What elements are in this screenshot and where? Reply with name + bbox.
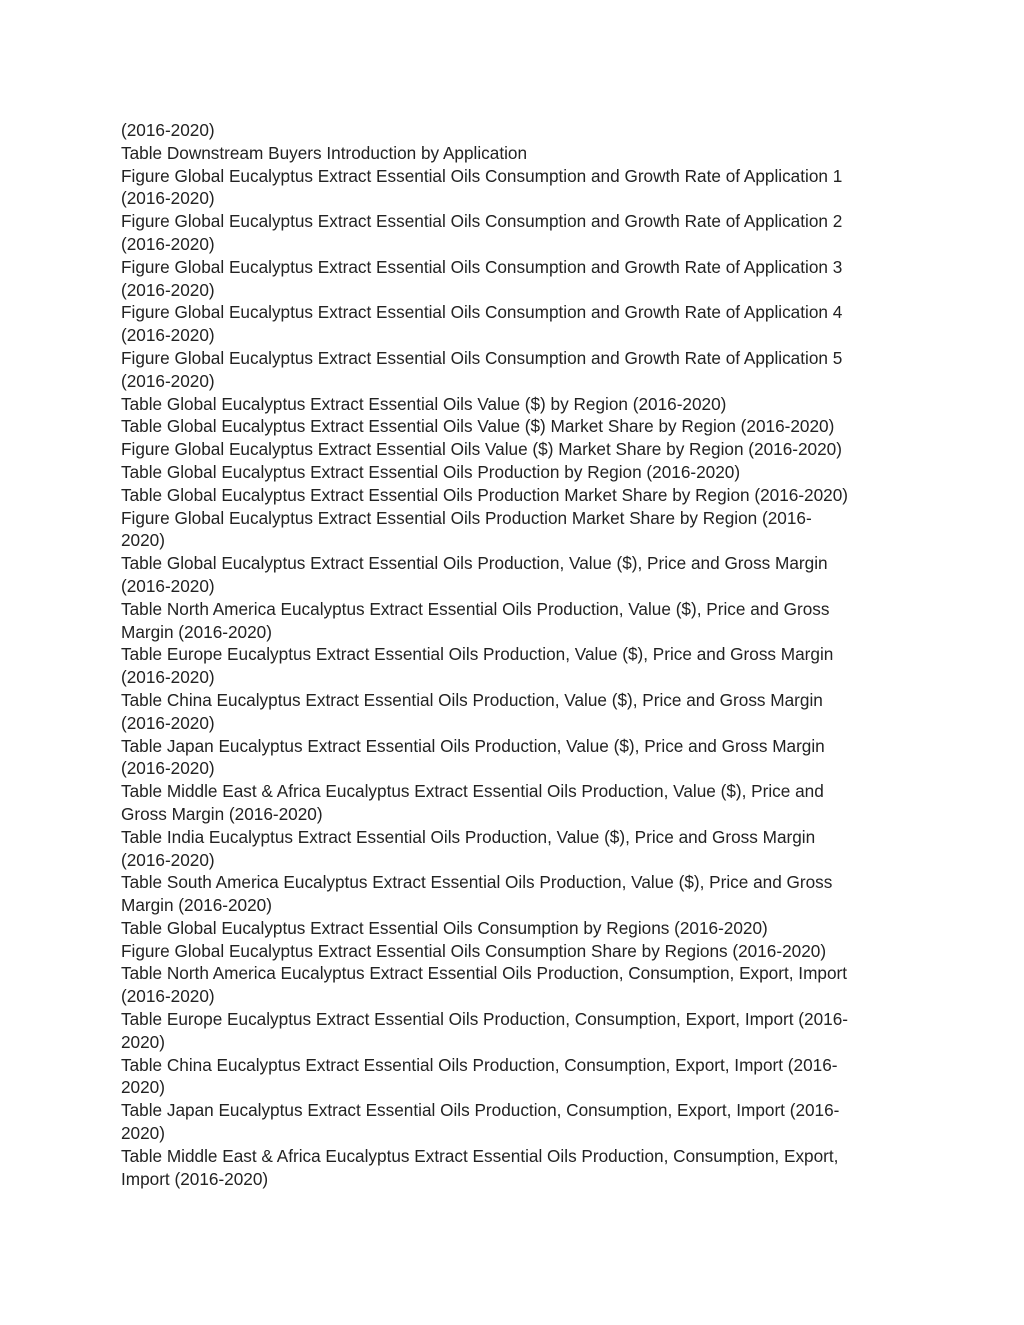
text-block: [121, 119, 911, 1190]
text-line: Table Japan Eucalyptus Extract Essential Oils Production, Consumption, Export, Import (2016-: [121, 1100, 840, 1121]
text-line: (2016-2020): [121, 370, 215, 391]
text-line: (2016-2020): [121, 120, 215, 140]
text-line: 2020): [121, 1077, 165, 1098]
text-line: Table North America Eucalyptus Extract Essential Oils Production, Consumption, Export, Import: [121, 963, 848, 984]
text-line: Table Middle East & Africa Eucalyptus Extract Essential Oils Production, Value ($), Price and: [121, 781, 824, 802]
text-line: Table Japan Eucalyptus Extract Essential Oils Production, Value ($), Price and Gross Margin: [121, 735, 825, 756]
text-line: Table Global Eucalyptus Extract Essential Oils Production, Value ($), Price and Gross Margin: [121, 553, 828, 574]
text-line: Table India Eucalyptus Extract Essential Oils Production, Value ($), Price and Gross Margin: [121, 826, 816, 847]
text-line: Figure Global Eucalyptus Extract Essential Oils Value ($) Market Share by Region (2016-2020): [121, 439, 842, 460]
text-line: Figure Global Eucalyptus Extract Essential Oils Consumption and Growth Rate of Application 1: [121, 165, 843, 186]
text-line: Table Global Eucalyptus Extract Essential Oils Consumption by Regions (2016-2020): [121, 917, 768, 938]
text-line: (2016-2020): [121, 188, 215, 209]
text-line: (2016-2020): [121, 849, 215, 870]
text-line: Table China Eucalyptus Extract Essential Oils Production, Value ($), Price and Gross Margin: [121, 689, 823, 710]
text-line: (2016-2020): [121, 986, 215, 1007]
text-line: (2016-2020): [121, 325, 215, 346]
text-line: Table Europe Eucalyptus Extract Essential Oils Production, Consumption, Export, Import (2016-: [121, 1009, 848, 1030]
text-line: 2020): [121, 1031, 165, 1052]
text-line: Figure Global Eucalyptus Extract Essential Oils Consumption Share by Regions (2016-2020): [121, 940, 827, 961]
text-line: Figure Global Eucalyptus Extract Essential Oils Consumption and Growth Rate of Application 2: [121, 211, 843, 232]
text-line: 2020): [121, 1123, 165, 1144]
text-line: Figure Global Eucalyptus Extract Essential Oils Production Market Share by Region (2016-: [121, 507, 812, 528]
text-line: Import (2016-2020): [121, 1168, 269, 1189]
text-line: (2016-2020): [121, 575, 215, 596]
text-line: (2016-2020): [121, 712, 215, 733]
text-line: 2020): [121, 530, 165, 551]
text-line: (2016-2020): [121, 758, 215, 779]
text-line: Margin (2016-2020): [121, 895, 272, 916]
text-line: Table Global Eucalyptus Extract Essential Oils Value ($) by Region (2016-2020): [121, 393, 727, 414]
text-line: Gross Margin (2016-2020): [121, 803, 323, 824]
text-line: (2016-2020): [121, 279, 215, 300]
text-line: Table North America Eucalyptus Extract Essential Oils Production, Value ($), Price and Gross: [121, 598, 830, 619]
text-line: Table Europe Eucalyptus Extract Essential Oils Production, Value ($), Price and Gross Margin: [121, 644, 834, 665]
text-line: Figure Global Eucalyptus Extract Essential Oils Consumption and Growth Rate of Application 5: [121, 347, 843, 368]
text-line: (2016-2020): [121, 667, 215, 688]
text-line: Margin (2016-2020): [121, 621, 272, 642]
text-line: Table Downstream Buyers Introduction by Application: [121, 142, 528, 163]
text-line: Table Global Eucalyptus Extract Essential Oils Value ($) Market Share by Region (2016-2020): [121, 416, 835, 437]
text-line: Table Global Eucalyptus Extract Essential Oils Production by Region (2016-2020): [121, 461, 741, 482]
text-line: Table China Eucalyptus Extract Essential Oils Production, Consumption, Export, Import (2016-: [121, 1054, 838, 1075]
text-line: Table South America Eucalyptus Extract Essential Oils Production, Value ($), Price and Gross: [121, 872, 833, 893]
document-page: [121, 119, 911, 1190]
text-line: (2016-2020): [121, 233, 215, 254]
text-line: Figure Global Eucalyptus Extract Essential Oils Consumption and Growth Rate of Application 3: [121, 256, 843, 277]
text-line: Table Global Eucalyptus Extract Essential Oils Production Market Share by Region (2016-2020): [121, 484, 849, 505]
text-line: Table Middle East & Africa Eucalyptus Extract Essential Oils Production, Consumption, Export,: [121, 1145, 839, 1166]
text-line: Figure Global Eucalyptus Extract Essential Oils Consumption and Growth Rate of Application 4: [121, 302, 843, 323]
